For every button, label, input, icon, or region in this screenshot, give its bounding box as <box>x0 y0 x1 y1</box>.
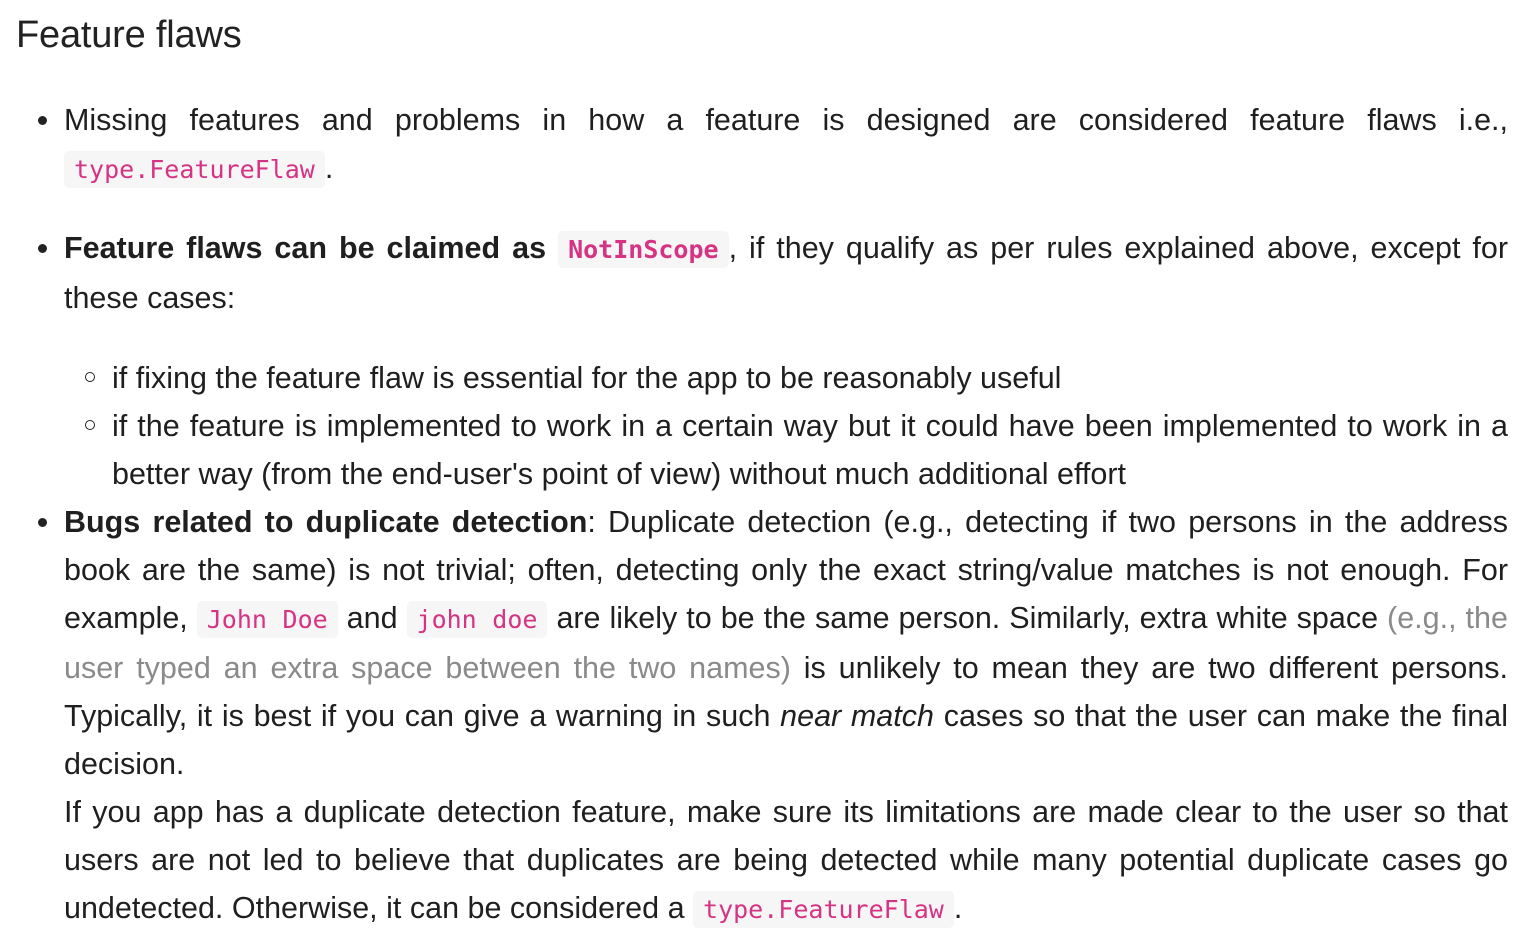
feature-flaws-list <box>16 96 1508 934</box>
item-text-end: . <box>324 151 334 185</box>
item-text: , if they qualify as per rules explained above, except for these cases: <box>64 231 1508 315</box>
bold-lead-text: Feature flaws can be claimed as <box>64 231 547 265</box>
sub-list-item-essential: if fixing the feature flaw is essential for the app to be reasonably useful <box>64 354 1508 402</box>
item-text: is unlikely to mean they are two different persons. Typically, it is best if you can give a warning in such <box>64 651 1509 733</box>
emphasis-near-match: near match <box>780 699 934 733</box>
code-type-featureflaw: type.FeatureFlaw <box>693 891 954 928</box>
list-item-duplicate-detection <box>16 498 1508 934</box>
paragraph-limitations <box>64 788 1508 934</box>
bold-lead-text: Bugs related to duplicate detection <box>64 505 588 539</box>
item-text-end: . <box>953 891 963 925</box>
code-notinscope: NotInScope <box>558 231 729 268</box>
item-text: : Duplicate detection (e.g., detecting if two persons in the address book are the same) is not trivial; often, detecting only the exact string/value matches is not enough. For example, <box>64 505 1508 635</box>
code-john-doe-capitalized: John Doe <box>197 601 338 638</box>
item-text: Missing features and problems in how a feature is designed are considered feature flaws i.e., <box>64 103 1508 137</box>
muted-example-text: (e.g., the user typed an extra space between the two names) <box>64 601 1508 685</box>
list-item-feature-flaws-definition <box>16 96 1508 194</box>
code-john-doe-lowercase: john doe <box>407 601 548 638</box>
section-heading: Feature flaws <box>16 14 242 56</box>
list-item-not-in-scope <box>16 224 1508 498</box>
item-text: cases so that the user can make the final decision. <box>64 699 1508 781</box>
item-text: and <box>346 601 398 635</box>
code-type-featureflaw: type.FeatureFlaw <box>64 151 325 188</box>
sub-list-item-better-way: if the feature is implemented to work in a certain way but it could have been implemented to work in a better way (from the end-user's point of view) without much additional effort <box>64 402 1508 498</box>
exception-cases-list <box>64 354 1508 498</box>
item-text: If you app has a duplicate detection feature, make sure its limitations are made clear to the user so that users are not led to believe that duplicates are being detected while many potential duplicate cases go undetected. Otherwise, it can be considered a <box>64 795 1508 925</box>
item-text: are likely to be the same person. Similarly, extra white space <box>556 601 1379 635</box>
